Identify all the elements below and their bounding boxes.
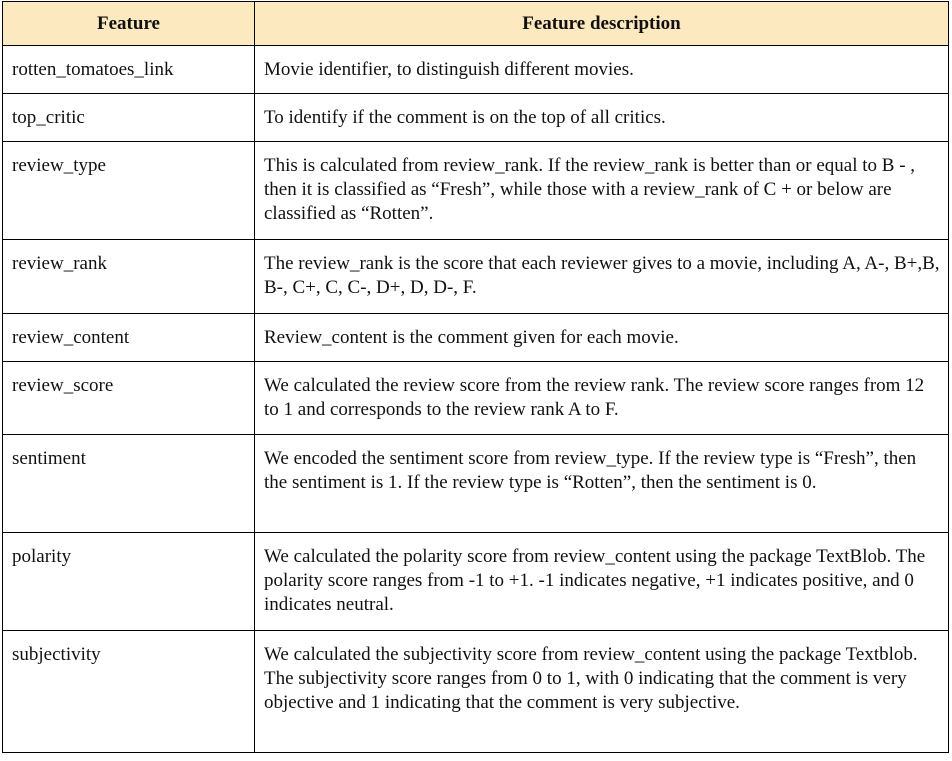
- feature-cell: polarity: [3, 533, 255, 631]
- feature-cell: rotten_tomatoes_link: [3, 46, 255, 94]
- table-row: [3, 94, 949, 142]
- table-row: [3, 314, 949, 362]
- header-row: [3, 2, 949, 46]
- feature-cell: subjectivity: [3, 631, 255, 753]
- description-cell: The review_rank is the score that each reviewer gives to a movie, including A, A-, B+,B, B-, C+, C, C-, D+, D, D-, F.: [255, 240, 949, 314]
- table-row: [3, 362, 949, 435]
- table-row: [3, 240, 949, 314]
- feature-description-table: [2, 1, 949, 753]
- feature-cell: top_critic: [3, 94, 255, 142]
- feature-cell: review_score: [3, 362, 255, 435]
- feature-column-header: Feature: [3, 2, 255, 46]
- table-row: [3, 631, 949, 753]
- feature-cell: sentiment: [3, 435, 255, 533]
- description-cell: To identify if the comment is on the top of all critics.: [255, 94, 949, 142]
- table-row: [3, 142, 949, 240]
- description-cell: We calculated the review score from the review rank. The review score ranges from 12 to 1 and corresponds to the review rank A to F.: [255, 362, 949, 435]
- description-cell: Movie identifier, to distinguish different movies.: [255, 46, 949, 94]
- table-row: [3, 46, 949, 94]
- table-row: [3, 435, 949, 533]
- table-row: [3, 533, 949, 631]
- description-cell: We calculated the subjectivity score from review_content using the package Textblob. The subjectivity score ranges from 0 to 1, with 0 indicating that the comment is very objective and 1 indicating that the comment is very subjective.: [255, 631, 949, 753]
- feature-cell: review_content: [3, 314, 255, 362]
- description-column-header: Feature description: [255, 2, 949, 46]
- description-cell: We encoded the sentiment score from review_type. If the review type is “Fresh”, then the sentiment is 1. If the review type is “Rotten”, then the sentiment is 0.: [255, 435, 949, 533]
- feature-cell: review_rank: [3, 240, 255, 314]
- feature-cell: review_type: [3, 142, 255, 240]
- description-cell: This is calculated from review_rank. If the review_rank is better than or equal to B - , then it is classified as “Fresh”, while those with a review_rank of C + or below are classified as “Rotten”.: [255, 142, 949, 240]
- description-cell: We calculated the polarity score from review_content using the package TextBlob. The polarity score ranges from -1 to +1. -1 indicates negative, +1 indicates positive, and 0 indicates neutral.: [255, 533, 949, 631]
- description-cell: Review_content is the comment given for each movie.: [255, 314, 949, 362]
